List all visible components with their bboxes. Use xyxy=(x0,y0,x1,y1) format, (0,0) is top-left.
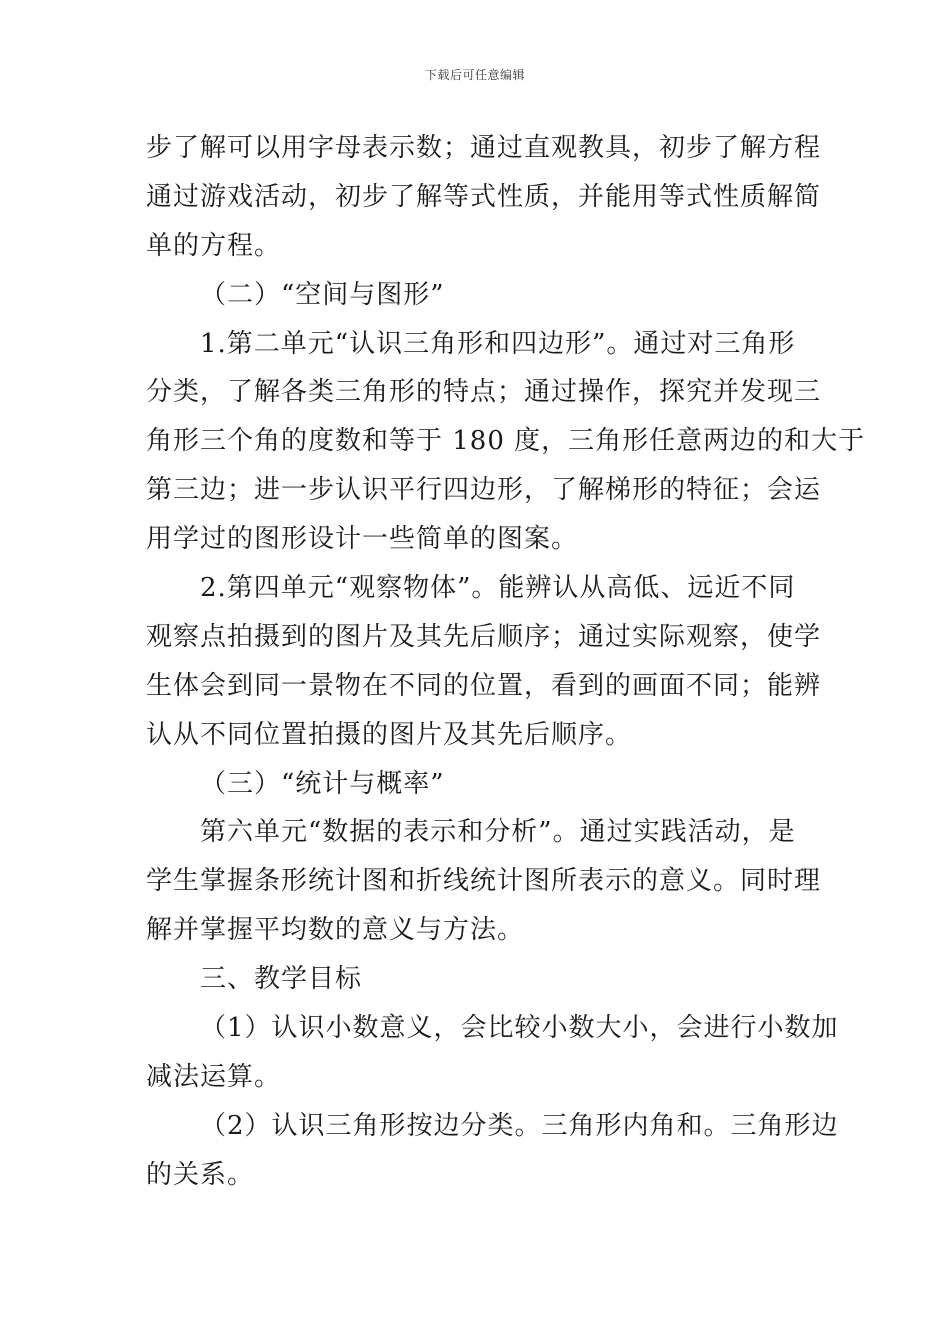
paragraph-start: 第六单元“数据的表示和分析”。通过实践活动，是 xyxy=(200,817,796,848)
text-line: 减法运算。 xyxy=(146,1061,282,1092)
header-note: 下载后可任意编辑 xyxy=(424,68,525,82)
text-line: 解并掌握平均数的意义与方法。 xyxy=(146,915,525,946)
text-line: 的关系。 xyxy=(146,1159,255,1190)
text-line: 观察点拍摄到的图片及其先后顺序；通过实际观察，使学 xyxy=(146,621,822,652)
text-line: 第三边；进一步认识平行四边形，了解梯形的特征；会运 xyxy=(146,475,822,506)
text-line: 角形三个角的度数和等于 180 度，三角形任意两边的和大于 xyxy=(146,426,866,457)
text-line: 认从不同位置拍摄的图片及其先后顺序。 xyxy=(146,719,633,750)
paragraph-start: （1）认识小数意义，会比较小数大小，会进行小数加 xyxy=(200,1013,839,1044)
paragraph-start: （2）认识三角形按边分类。三角形内角和。三角形边 xyxy=(200,1110,839,1141)
text-line: 步了解可以用字母表示数；通过直观教具，初步了解方程 xyxy=(146,133,822,163)
text-line: 单的方程。 xyxy=(146,230,282,261)
section-heading: （二）“空间与图形” xyxy=(200,279,445,310)
paragraph-start: 1.第二单元“认识三角形和四边形”。通过对三角形 xyxy=(200,328,796,359)
section-heading: 三、教学目标 xyxy=(200,964,363,995)
text-line: 学生掌握条形统计图和折线统计图所表示的意义。同时理 xyxy=(146,866,822,897)
text-line: 分类，了解各类三角形的特点；通过操作，探究并发现三 xyxy=(146,377,822,408)
text-line: 生体会到同一景物在不同的位置，看到的画面不同；能辨 xyxy=(146,670,822,701)
paragraph-start: 2.第四单元“观察物体”。能辨认从高低、远近不同 xyxy=(200,573,796,604)
section-heading: （三）“统计与概率” xyxy=(200,768,445,799)
document-body xyxy=(146,124,866,1200)
text-line: 通过游戏活动，初步了解等式性质，并能用等式性质解简 xyxy=(146,181,822,212)
text-line: 用学过的图形设计一些简单的图案。 xyxy=(146,524,579,555)
